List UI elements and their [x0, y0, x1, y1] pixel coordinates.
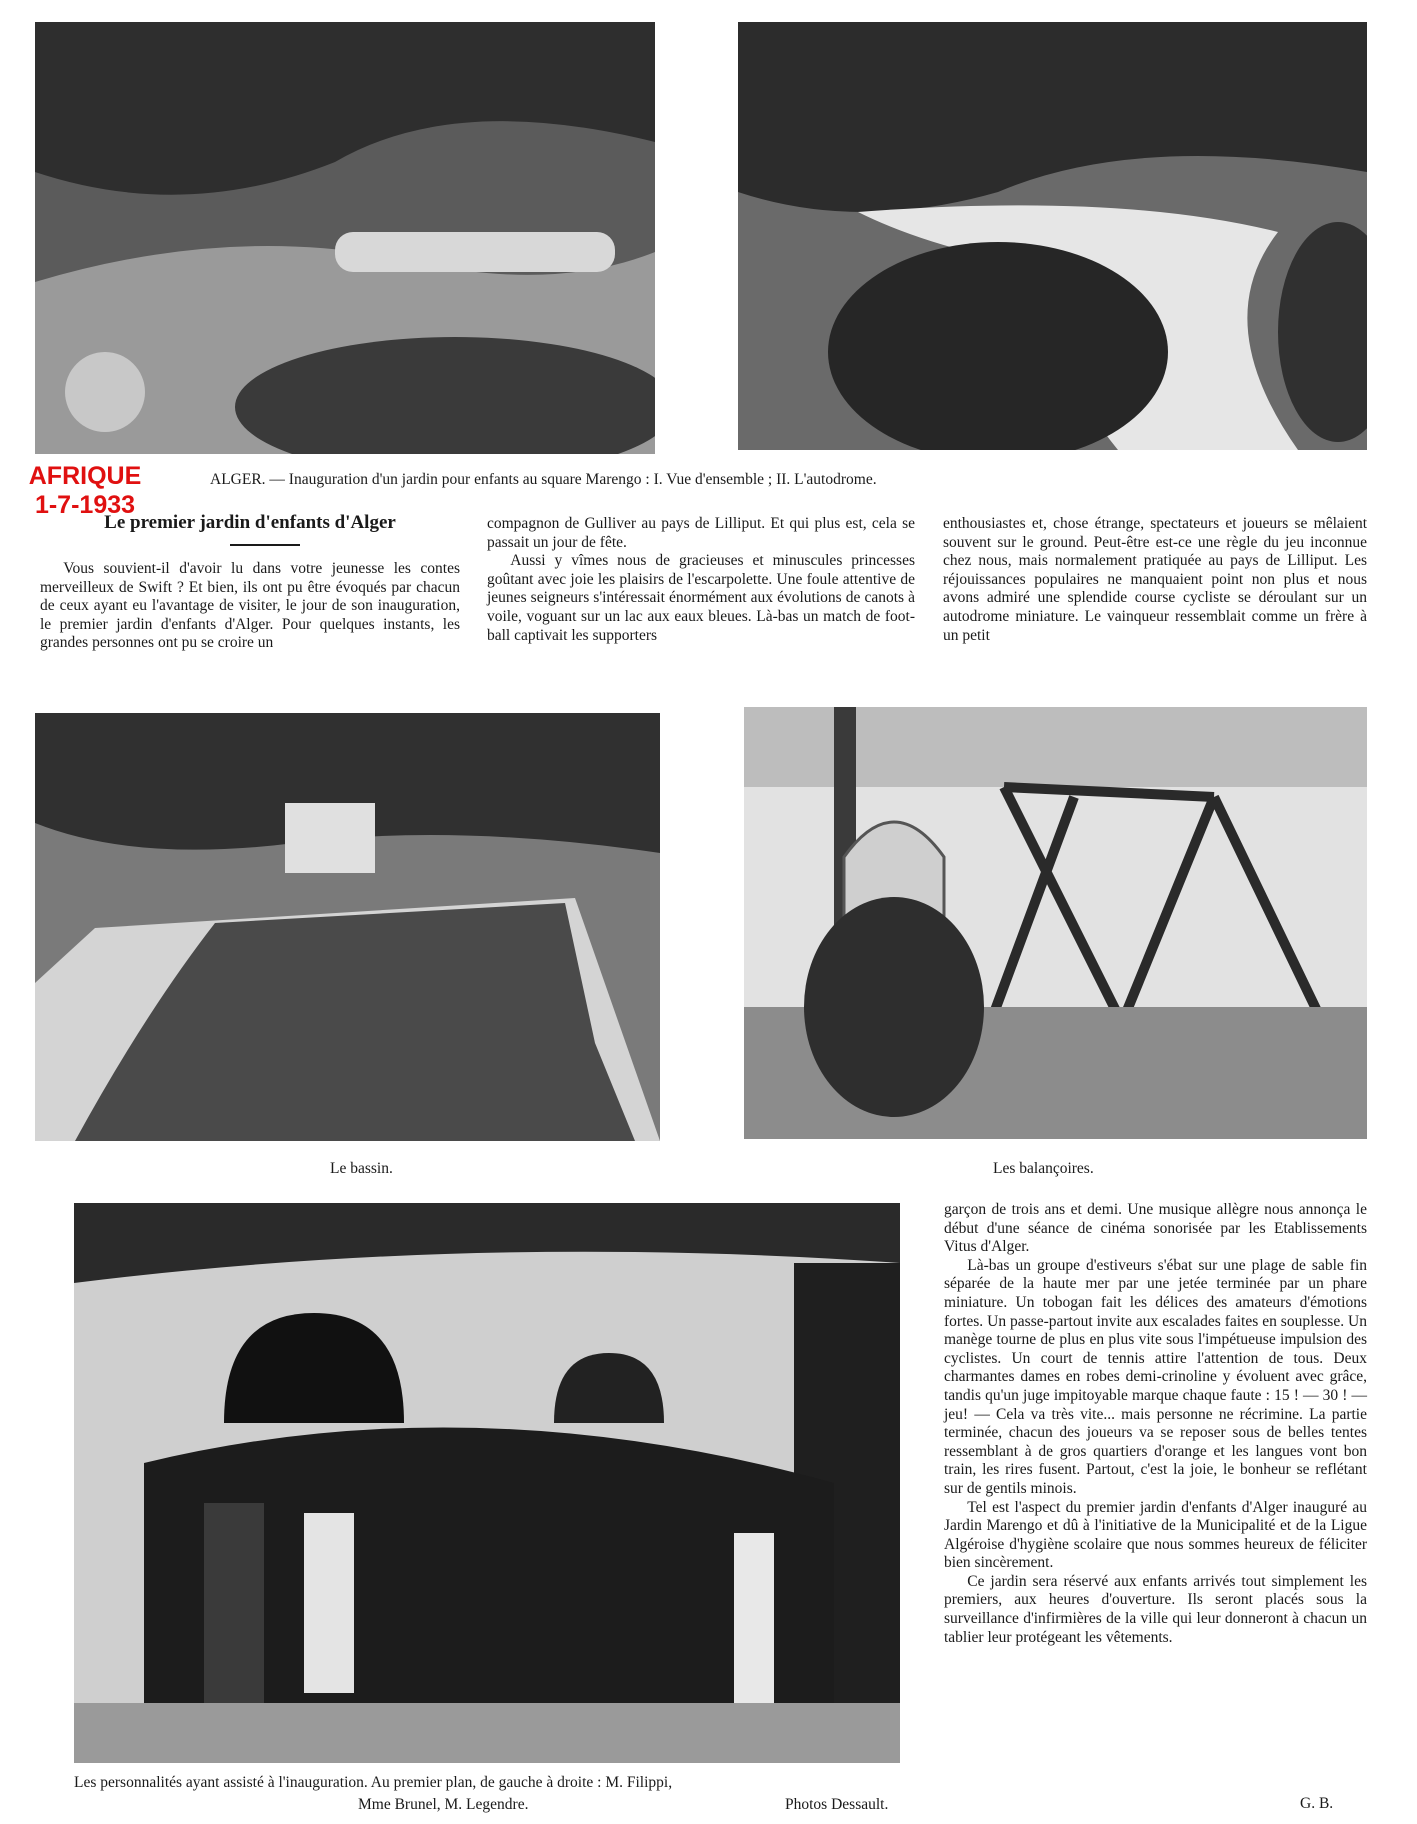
caption-balancoires: Les balançoires.	[993, 1160, 1094, 1177]
photo-bassin	[35, 713, 660, 1141]
paragraph: compagnon de Gulliver au pays de Lilliput. Et qui plus est, cela se passait un jour de fête.	[487, 515, 915, 551]
article-column-1	[40, 560, 460, 653]
article-column-4	[944, 1201, 1367, 1647]
paragraph: Tel est l'aspect du premier jardin d'enfants d'Alger inauguré au Jardin Marengo et dû à l'initiative de la Municipalité et de la Ligue Algéroise d'hygiène scolaire que nous sommes heureux de féliciter bien sincèrement.	[944, 1498, 1367, 1572]
paragraph: Aussi y vîmes nous de gracieuses et minuscules princesses goûtant avec joie les plaisirs de l'escarpolette. Une foule attentive de jeunes seigneurs s'intéressait énormément aux évolutions de canots à voile, voguant sur un lac aux eaux bleues. Là-bas un match de foot-ball captivait les supporters	[487, 552, 915, 644]
photos-credit: Photos Dessault.	[785, 1796, 889, 1813]
archive-tag-date: 1-7-1933	[34, 491, 136, 519]
archive-tag-source: AFRIQUE	[28, 462, 142, 490]
photo-personnalites	[74, 1203, 900, 1763]
caption-personnalites-line1: Les personnalités ayant assisté à l'inauguration. Au premier plan, de gauche à droite : M. Filippi,	[74, 1774, 673, 1791]
photo-vue-ensemble	[35, 22, 655, 454]
article-column-3	[943, 515, 1367, 645]
photo-balancoires	[744, 707, 1367, 1139]
paragraph: garçon de trois ans et demi. Une musique allègre nous annonça le début d'une séance de cinéma sonorisée par les Etablissements Vitus d'Alger.	[944, 1201, 1367, 1256]
paragraph: enthousiastes et, chose étrange, spectateurs et joueurs se mêlaient souvent sur le ground. Peut-être est-ce une règle du jeu inconnue chez nous, mais normalement pratiquée au pays de Lilliput. Les réjouissances populaires ne manquaient point non plus et nous avons admiré une splendide course cycliste se déroulant sur un autodrome miniature. Le vainqueur ressemblait comme un frère à un petit	[943, 515, 1367, 644]
caption-personnalites-line2: Mme Brunel, M. Legendre.	[358, 1796, 529, 1813]
paragraph: Vous souvient-il d'avoir lu dans votre jeunesse les contes merveilleux de Swift ? Et bien, ils ont pu être évoqués par chacun de ceux ayant eu l'avantage de visiter, le jour de son inauguration, le premier jardin d'enfants d'Alger. Pour quelques instants, les grandes personnes ont pu se croire un	[40, 560, 460, 652]
paragraph: Ce jardin sera réservé aux enfants arrivés tout simplement les premiers, aux heures d'ouverture. Ils seront placés sous la surveillance d'infirmières de la ville qui leur donneront à chacun un tablier leur protégeant les vêtements.	[944, 1572, 1367, 1646]
article-title: Le premier jardin d'enfants d'Alger	[104, 512, 396, 533]
article-column-2	[487, 515, 915, 645]
caption-bassin: Le bassin.	[330, 1160, 393, 1177]
title-rule	[230, 544, 300, 546]
photo-autodrome	[738, 22, 1367, 450]
author-signature: G. B.	[1300, 1795, 1334, 1812]
caption-top-photos: ALGER. — Inauguration d'un jardin pour enfants au square Marengo : I. Vue d'ensemble ; II. L'autodrome.	[210, 471, 877, 488]
paragraph: Là-bas un groupe d'estiveurs s'ébat sur une plage de sable fin séparée de la haute mer par une jetée terminée par un phare miniature. Un tobogan fait les délices des amateurs d'émotions fortes. Un passe-partout invite aux escalades faites en souplesse. Un manège tourne de plus en plus vite sous l'impétueuse impulsion des cyclistes. Un court de tennis attire l'attention de tous. Deux charmantes dames en robes demi-crinoline y évoluent avec grâce, tandis qu'un juge impitoyable marque chaque faute : 15 ! — 30 ! — jeu! — Cela va très vite... mais personne ne récrimine. La partie terminée, chacun des joueurs va se reposer sous de belles tentes ressemblant à de gros quartiers d'orange et les langues vont bon train, les rires fusent. Partout, c'est la joie, le bonheur se reflétant sur de gentils minois.	[944, 1256, 1367, 1497]
